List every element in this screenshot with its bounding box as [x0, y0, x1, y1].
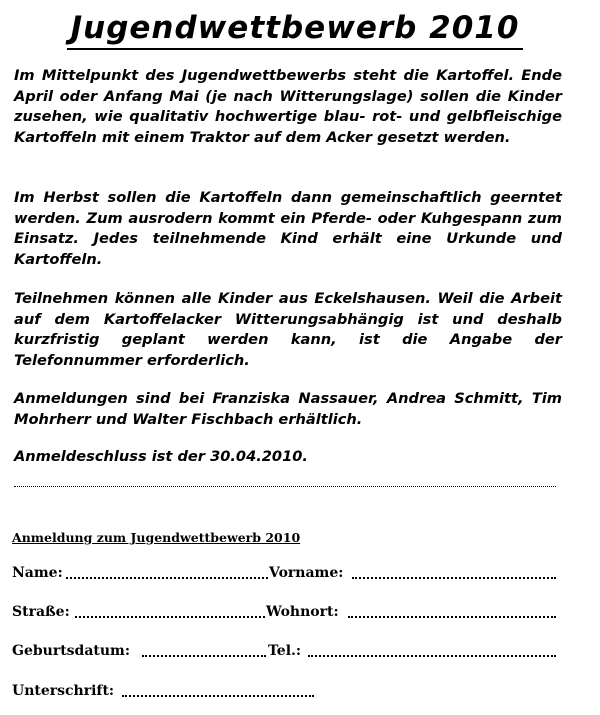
participation-paragraph: Teilnehmen können alle Kinder aus Eckelshausen. Weil die Arbeit auf dem Kartoffelacker Witterungsabhängig ist und deshalb kurzfristig geplant werden kann, ist die Angabe der Telefonnummer erforderlich.	[14, 290, 562, 369]
tel-label: Tel.:	[268, 643, 302, 659]
wohnort-label: Wohnort:	[266, 604, 339, 620]
intro-paragraph: Im Mittelpunkt des Jugendwettbewerbs steht die Kartoffel. Ende April oder Anfang Mai (je nach Witterungslage) sollen die Kinder zusehen, wie qualitativ hochwertige blau- rot- und gelbfleischige Kartoffeln mit einem Traktor auf dem Acker gesetzt werden.	[14, 67, 562, 146]
harvest-paragraph: Im Herbst sollen die Kartoffeln dann gemeinschaftlich geerntet werden. Zum ausrodern kommt ein Pferde- oder Kuhgespann zum Einsatz. Jedes teilnehmende Kind erhält eine Urkunde und Kartoffeln.	[14, 189, 562, 268]
wohnort-field[interactable]	[348, 602, 556, 618]
geburtsdatum-field[interactable]	[142, 641, 266, 657]
title-text: Jugendwettbewerb 2010	[67, 11, 524, 50]
name-label: Name:	[12, 565, 63, 581]
geburtsdatum-label: Geburtsdatum:	[12, 643, 131, 659]
name-field[interactable]	[66, 563, 268, 579]
deadline-paragraph: Anmeldeschluss ist der 30.04.2010.	[14, 448, 308, 465]
unterschrift-label: Unterschrift:	[12, 683, 115, 699]
unterschrift-field[interactable]	[122, 681, 314, 697]
form-heading: Anmeldung zum Jugendwettbewerb 2010	[12, 530, 301, 545]
strasse-label: Straße:	[12, 604, 70, 620]
page-title	[0, 10, 590, 50]
registration-info-paragraph: Anmeldungen sind bei Franziska Nassauer, Andrea Schmitt, Tim Mohrherr und Walter Fischbach erhältlich.	[14, 390, 562, 428]
vorname-label: Vorname:	[269, 565, 344, 581]
cut-line-divider	[14, 486, 556, 487]
tel-field[interactable]	[308, 641, 556, 657]
vorname-field[interactable]	[352, 563, 556, 579]
strasse-field[interactable]	[75, 602, 265, 618]
